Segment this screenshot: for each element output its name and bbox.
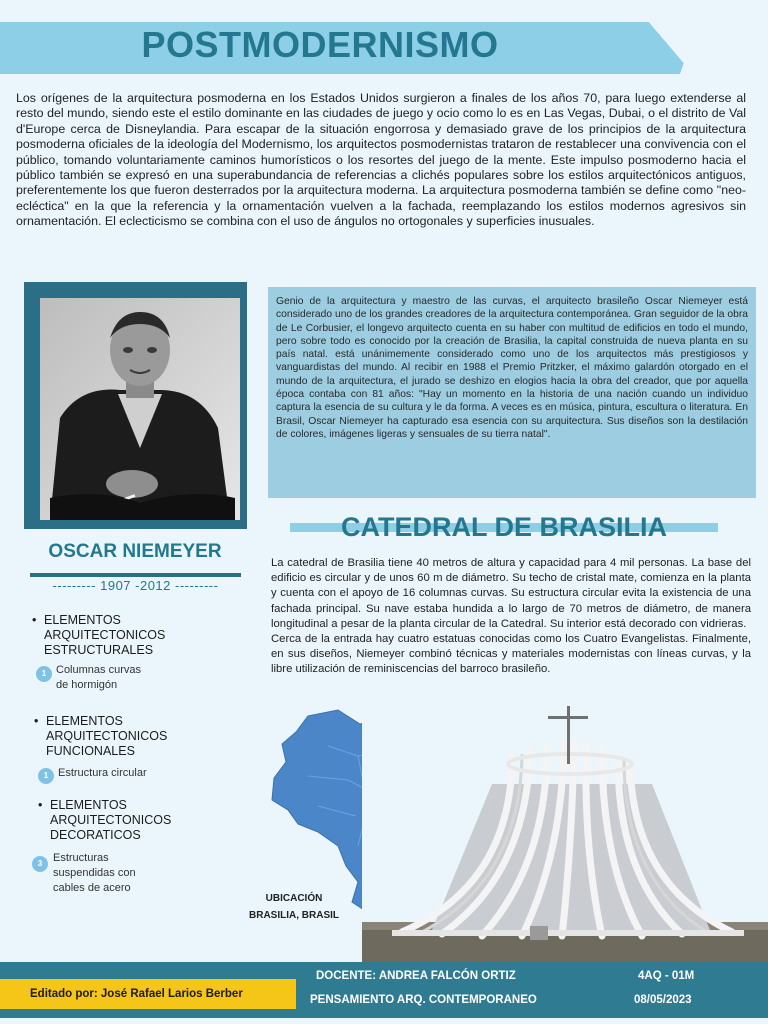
bullet-icon: • [34, 714, 39, 728]
map-caption-line: BRASILIA, BRASIL [249, 910, 339, 921]
docente-label: DOCENTE: ANDREA FALCÓN ORTIZ [316, 970, 516, 982]
element-heading-line: ELEMENTOS [50, 798, 127, 812]
bullet-icon: • [38, 798, 43, 812]
group-label: 4AQ - 01M [638, 970, 695, 982]
architect-photo [40, 298, 240, 520]
course-label: PENSAMIENTO ARQ. CONTEMPORANEO [310, 994, 537, 1006]
map-caption [244, 890, 344, 924]
page-title: POSTMODERNISMO [141, 24, 499, 65]
bullet-icon: • [32, 613, 37, 627]
architect-portrait-image [40, 298, 240, 520]
element-item-line: Estructura circular [58, 767, 147, 779]
cathedral-photo [362, 704, 768, 962]
element-item-line: cables de acero [53, 882, 131, 894]
element-group-decorative [38, 798, 172, 843]
architect-name: OSCAR NIEMEYER [48, 541, 222, 562]
element-heading-line: ELEMENTOS [44, 613, 121, 627]
catedral-paragraph-1: La catedral de Brasilia tiene 40 metros de altura y capacidad para 4 mil personas. La base del edificio es circular y de unos 60 m de diámetro. Su techo de cristal mate, comienza en la planta y cuenta con el apoyo de 16 columnas curvas. Su estructura circular evita la existencia de una fachada principal. Su nave estaba hundida a lo largo de 70 metros de diámetro, de manera longitudinal a pesar de la planta circular de la Catedral. Su interior está decorado con vidrieras. [271, 557, 751, 630]
biography-text: Genio de la arquitectura y maestro de las curvas, el arquitecto brasileño Oscar Niemeyer está considerado uno de los grandes creadores de la arquitectura contemporánea. Gran seguidor de la obra de Le Corbusier, el longevo arquitecto cuenta en su haber con multitud de edificios en todo el mundo, pero sobre todo es conocido por la creación de Brasilia, la capital construida de nueva planta en su país natal. está unánimemente considerado como uno de los arquitectos más prestigiosos y vanguardistas del mundo. Al recibir en 1988 el Premio Pritzker, el máximo galardón otorgado en el mundo de la arquitectura, el jurado se deshizo en elogios hacia la obra del creador, que por aquella época contaba con 81 años: "Hay un momento en la historia de una nación cuando un individuo captura la esencia de su cultura y le da forma. A veces es en música, pintura, escultura o literatura. En Brasil, Oscar Niemeyer ha capturado esa esencia con su arquitectura. Sus diseños son la destilación de colores, imágenes ligeras y sensuales de su tierra natal". [276, 296, 748, 440]
element-heading-line: ARQUITECTONICOS [44, 628, 166, 642]
footer-bottom-line [0, 1018, 768, 1024]
catedral-title: CATEDRAL DE BRASILIA [340, 512, 667, 542]
map-caption-line: UBICACIÓN [265, 893, 323, 904]
catedral-description [271, 556, 751, 678]
architect-years: --------- 1907 -2012 --------- [52, 578, 219, 593]
element-heading-line: ESTRUCTURALES [44, 643, 154, 657]
name-underline [30, 573, 241, 577]
element-item-line: Columnas curvas [56, 664, 141, 676]
element-heading-line: DECORATICOS [50, 828, 141, 842]
number-badge: 1 [36, 666, 52, 682]
intro-paragraph: Los orígenes de la arquitectura posmoderna en los Estados Unidos surgieron a finales de los años 70, para luego extenderse al resto del mundo, siendo este el estilo dominante en las ciudades de juego y ocio como lo es en Las Vegas, Dubai, o el distrito de Val d'Europe cerca de Disneylandia. Para escapar de la situación engorrosa y demasiado grave de los principios de la arquitectura posmoderna oficiales de la ideología del Modernismo, los arquitectos posmodernistas trataron de restablecer una convivencia con el público, tomando voluntariamente caminos humorísticos o los resortes del juego de la mente. Este impulso posmoderno hacia el público también se expresó en una superabundancia de referencias a clichés populares sobre los estilos arquitectónicos antiguos, preferentemente los que fueron desterrados por la arquitectura moderna. La arquitectura posmoderna también se define como "neo-ecléctica" en la que la referencia y la ornamentación vuelven a la fachada, reemplazando los estilos modernos agresivos sin ornamentación. El eclecticismo se combina con el uso de ángulos no ortogonales y superficies inusuales. [16, 91, 746, 229]
cathedral-image [362, 704, 768, 962]
element-item-line: suspendidas con [53, 867, 136, 879]
element-heading-line: ELEMENTOS [46, 714, 123, 728]
element-group-functional [34, 714, 168, 759]
element-heading-line: ARQUITECTONICOS [50, 813, 172, 827]
catedral-paragraph-2: Cerca de la entrada hay cuatro estatuas conocidas como los Cuatro Evangelistas. Finalmente, en sus diseños, Niemeyer combinó técnicas y materiales modernistas con líneas curvas, y la libre utilización de reminiscencias del barroco brasileño. [271, 633, 751, 676]
number-badge: 3 [32, 856, 48, 872]
element-item [58, 766, 147, 781]
element-item [56, 663, 141, 693]
date-label: 08/05/2023 [634, 994, 692, 1006]
number-badge: 1 [38, 768, 54, 784]
element-heading-line: FUNCIONALES [46, 744, 135, 758]
element-item [53, 851, 136, 896]
element-item-line: de hormigón [56, 679, 118, 691]
element-item-line: Estructuras [53, 852, 109, 864]
element-group-structural [32, 613, 166, 658]
element-heading-line: ARQUITECTONICOS [46, 729, 168, 743]
editor-label: Editado por: José Rafael Larios Berber [0, 979, 296, 1009]
